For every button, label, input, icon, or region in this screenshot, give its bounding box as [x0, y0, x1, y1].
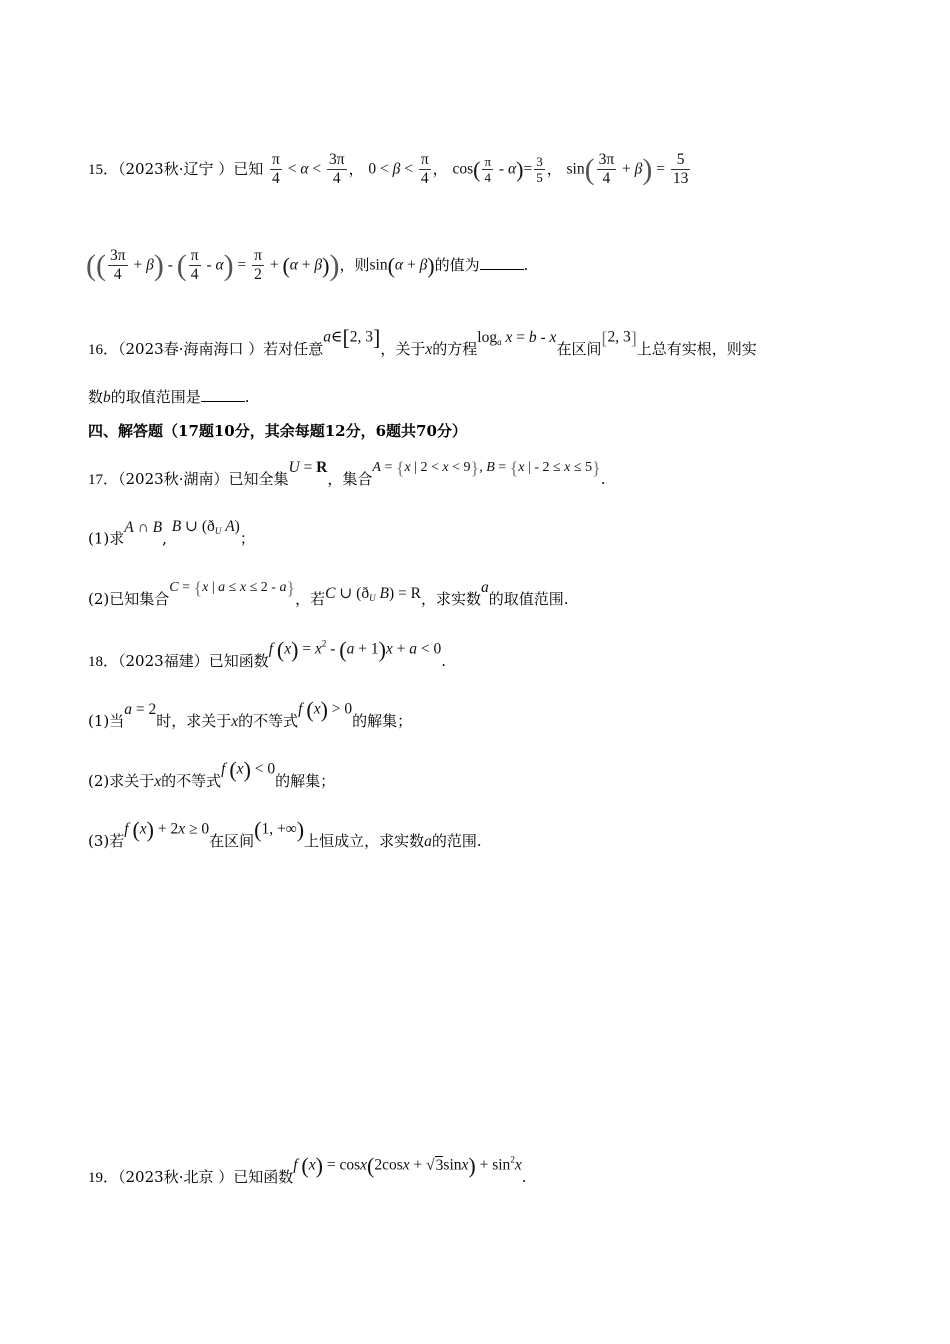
question-19: 19．（2023秋·北京 ）已知函数f $(x) = \cos x(2\cos x + √3\sin x) + \sin^2x$. [88, 1153, 527, 1186]
question-source: （2023秋·湖南）已知全集 [118, 470, 289, 488]
question-15: 15．（2023秋·辽宁 ）已知 $\frac{\pi}{4}$ < α < $\frac{3\pi}{4}$ ， 0 < β < $\frac{\pi}{4}$ ， cos( $\frac{\pi}{4}$ - α)= $\frac{3}{5}$ ， sin( $\frac{3\pi}{4}$ + β) = $\frac{5}{13}$ [88, 152, 692, 188]
question-number: 19． [88, 1170, 119, 1186]
question-16: 16．（2023春·海南海口 ）若对任意a∈[2, 3]，关于x的方程$\log_a x = b - x$在区间[2, 3]上总有实根，则实 [88, 325, 757, 359]
math-sets-a-b: A = {x | 2 < x < 9}, B = {x | - 2 ≤ x ≤ 5} [372, 458, 601, 478]
math-condition: C ∪ ($ð_U$ B) = R [325, 584, 421, 603]
math-a-in-interval: a∈[2, 3] [323, 325, 381, 350]
math-a-equals-2: a = 2 [124, 701, 157, 719]
math-alpha-range: $\frac{\pi}{4}$ < α < $\frac{3\pi}{4}$ [272, 151, 345, 188]
math-inequality-ge: f (x) + 2x ≥ 0 [124, 817, 210, 842]
math-interval: [2, 3] [601, 328, 637, 348]
math-beta-range: 0 < β < $\frac{\pi}{4}$ [368, 151, 429, 188]
question-number: 18． [88, 654, 119, 670]
math-interval-open: (1, +∞) [254, 817, 305, 842]
math-function-f-trig: f $(x) = \cos x(2\cos x + √3\sin x) + \sin^2x$ [293, 1153, 522, 1178]
math-inequality-gt: f (x) > 0 [298, 697, 353, 722]
answer-blank[interactable] [480, 257, 524, 270]
question-18-part-3: (3)若f (x) + 2x ≥ 0在区间(1, +∞)上恒成立，求实数a的范围. [88, 817, 482, 851]
question-source: （2023春·海南海口 ）若对任意 [118, 340, 324, 358]
math-union-complement: B ∪ ($ð_U$ A) [171, 518, 240, 536]
question-number: 15． [88, 161, 119, 178]
question-18: 18．（2023福建）已知函数f $(x) = x^2 - (a + 1)x + a < 0$. [88, 637, 447, 670]
question-16-line-2: 数b的取值范围是 . [88, 388, 250, 407]
question-15-line-2: (( $\frac{3\pi}{4}$ + β) - ( $\frac{\pi}{4}$ - α) = $\frac{\pi}{2}$ + (α + β))，则sin(α + β)的值为 . [86, 247, 529, 284]
math-angle-identity: (( $\frac{3\pi}{4}$ + β) - ( $\frac{\pi}{4}$ - α) = $\frac{\pi}{2}$ + (α + β)) [86, 247, 340, 284]
question-18-part-1: (1)当a = 2时，求关于x的不等式f (x) > 0的解集； [88, 697, 413, 731]
math-set-c: C = {x | a ≤ x ≤ 2 - a} [169, 578, 296, 598]
question-17-part-1: (1)求A ∩ B, B ∪ ($ð_U$ A)； [88, 518, 255, 548]
answer-blank[interactable] [201, 389, 245, 402]
math-universal-set: U = R [288, 459, 328, 477]
question-number: 17． [88, 472, 119, 488]
math-sin-value: sin( $\frac{3\pi}{4}$ + β) = $\frac{5}{13}$ [566, 151, 689, 188]
section-header: 四、解答题（17题10分，其余每题12分，6题共70分） [88, 422, 467, 440]
math-cos-value: cos( $\frac{\pi}{4}$ - α)= $\frac{3}{5}$ [452, 153, 543, 186]
math-intersection: A ∩ B [124, 518, 163, 536]
question-source: （2023秋·辽宁 ）已知 [118, 159, 264, 178]
math-inequality-lt: f (x) < 0 [221, 757, 276, 782]
math-sin-sum: sin(α + β) [369, 252, 435, 278]
question-source: （2023福建）已知函数 [118, 652, 269, 670]
math-log-equation: $\log_a x = b - x$ [477, 328, 557, 347]
question-number: 16． [88, 342, 119, 358]
question-17-part-2: (2)已知集合C = {x | a ≤ x ≤ 2 - a}，若C ∪ ($ð_U$ B) = R，求实数a的取值范围. [88, 578, 569, 608]
question-source: （2023秋·北京 ）已知函数 [118, 1168, 294, 1186]
math-function-f: f $(x) = x^2 - (a + 1)x + a < 0$ [268, 637, 442, 662]
question-18-part-2: (2)求关于x的不等式f (x) < 0的解集； [88, 757, 336, 791]
question-17: 17．（2023秋·湖南）已知全集U = R，集合A = {x | 2 < x < 9}, B = {x | - 2 ≤ x ≤ 5}. [88, 458, 606, 488]
